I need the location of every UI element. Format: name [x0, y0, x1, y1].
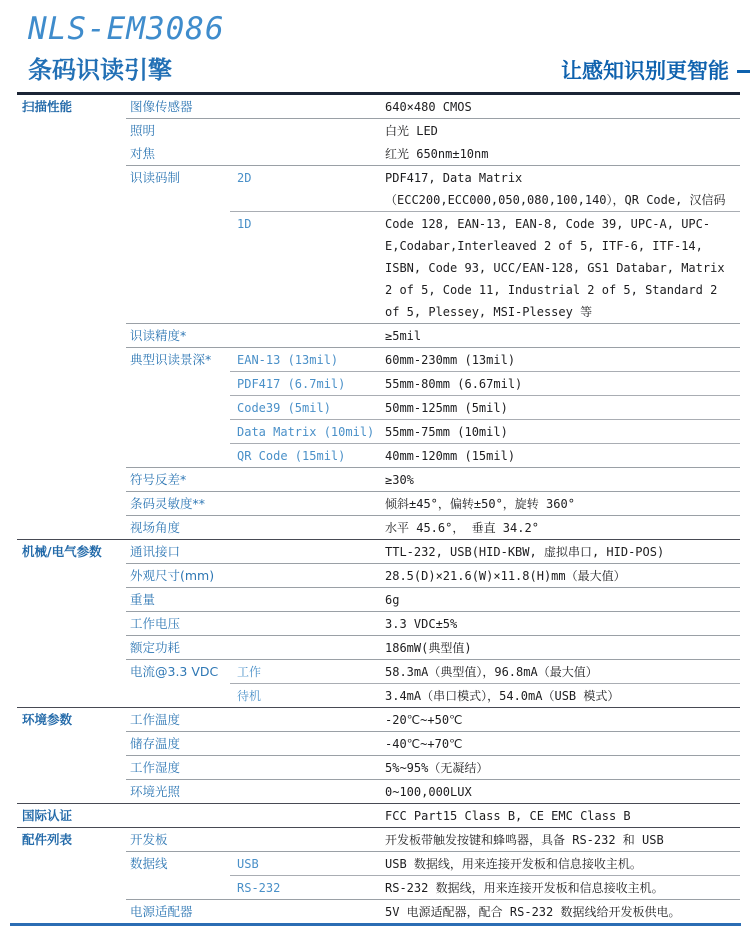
spec-param-row [126, 564, 740, 588]
spec-section [17, 803, 740, 827]
spec-param-label: 电源适配器 [130, 904, 193, 920]
table-row [230, 828, 740, 851]
spec-sub-label: RS-232 [237, 881, 281, 896]
spec-subrows [230, 588, 740, 611]
spec-param-row [126, 636, 740, 660]
table-row [230, 636, 740, 659]
table-row [230, 708, 740, 731]
spec-section-title: 国际认证 [22, 808, 73, 824]
spec-subrows [230, 756, 740, 779]
table-row [230, 348, 740, 371]
spec-section [17, 539, 740, 707]
spec-subrows [230, 492, 740, 515]
spec-value: 3.4mA（串口模式），54.0mA（USB 模式） [385, 689, 620, 704]
table-row [230, 900, 740, 923]
spec-subrows [230, 660, 740, 707]
spec-param-label: 工作电压 [130, 616, 181, 632]
spec-sub-label [230, 95, 385, 118]
tagline-dash [737, 70, 750, 73]
spec-param-label: 工作湿度 [130, 760, 181, 776]
spec-value: RS-232 数据线，用来连接开发板和信息接收主机。 [385, 881, 664, 896]
table-row [230, 371, 740, 395]
table-row [230, 419, 740, 443]
spec-param-label: 符号反差* [130, 472, 187, 488]
table-row [230, 875, 740, 899]
spec-param-row [126, 780, 740, 803]
table-row [230, 95, 740, 118]
spec-value: 28.5(D)×21.6(W)×11.8(H)mm（最大值） [385, 569, 626, 584]
spec-param-row [126, 468, 740, 492]
spec-value: USB 数据线，用来连接开发板和信息接收主机。 [385, 857, 642, 872]
table-row [230, 540, 740, 563]
spec-sub-label [230, 119, 385, 142]
spec-subrows [230, 468, 740, 491]
spec-subrows [230, 540, 740, 563]
table-row [230, 683, 740, 707]
spec-subrows [230, 828, 740, 851]
spec-param-row [126, 142, 740, 166]
spec-param-row [126, 756, 740, 780]
spec-param-label: 通讯接口 [130, 544, 181, 560]
spec-subrows [230, 708, 740, 731]
spec-param-row [126, 732, 740, 756]
spec-sub-label [230, 756, 385, 779]
spec-param-row [126, 540, 740, 564]
spec-param-label: 识读精度* [130, 328, 187, 344]
spec-param-row [126, 348, 740, 468]
spec-subrows [230, 612, 740, 635]
spec-sub-label: 1D [237, 217, 252, 232]
spec-param-row [126, 119, 740, 142]
spec-sub-label [230, 900, 385, 923]
spec-value: 55mm-80mm (6.67mil) [385, 377, 523, 392]
spec-value: ≥30% [385, 473, 414, 488]
spec-param-row [126, 166, 740, 324]
product-model: NLS-EM3086 [28, 11, 225, 47]
spec-sub-label [230, 612, 385, 635]
table-row [230, 804, 740, 827]
spec-sub-label [230, 142, 385, 165]
spec-subrows [230, 564, 740, 587]
table-row [230, 564, 740, 587]
spec-param-label: 数据线 [130, 856, 168, 872]
page-title: 条码识读引擎 [28, 55, 172, 84]
spec-param-label: 重量 [130, 592, 156, 608]
spec-sub-label: EAN-13 (13mil) [237, 353, 339, 368]
spec-value: 5V 电源适配器，配合 RS-232 数据线给开发板供电。 [385, 905, 681, 920]
spec-section-title: 配件列表 [22, 832, 73, 848]
spec-param-label: 工作温度 [130, 712, 181, 728]
spec-param-label: 识读码制 [130, 170, 181, 186]
spec-section-title: 扫描性能 [22, 99, 73, 115]
spec-value: 0~100,000LUX [385, 785, 472, 800]
spec-sub-label [230, 588, 385, 611]
spec-value: 3.3 VDC±5% [385, 617, 458, 632]
spec-value: 水平 45.6°， 垂直 34.2° [385, 521, 539, 536]
spec-sub-label: Code39 (5mil) [237, 401, 331, 416]
spec-param-label: 典型识读景深* [130, 352, 212, 368]
spec-param-label: 电流@3.3 VDC [130, 664, 219, 680]
spec-value: 开发板带触发按键和蜂鸣器，具备 RS-232 和 USB [385, 833, 664, 848]
spec-param-row [126, 612, 740, 636]
spec-param-label: 对焦 [130, 146, 156, 162]
spec-param-row [126, 492, 740, 516]
spec-value: 6g [385, 593, 400, 608]
spec-sub-label [230, 540, 385, 563]
spec-subrows [230, 900, 740, 923]
spec-sub-label [230, 780, 385, 803]
page-header [0, 0, 750, 83]
spec-table [17, 92, 740, 923]
spec-sub-label: QR Code (15mil) [237, 449, 346, 464]
spec-params [126, 828, 740, 923]
spec-section-title: 机械/电气参数 [22, 544, 102, 560]
table-row [230, 211, 740, 323]
spec-value: TTL-232, USB(HID-KBW, 虚拟串口, HID-POS) [385, 545, 665, 560]
spec-param-label: 额定功耗 [130, 640, 181, 656]
spec-subrows [230, 516, 740, 539]
spec-param-label: 图像传感器 [130, 99, 193, 115]
spec-value: 倾斜±45°，偏转±50°，旋转 360° [385, 497, 575, 512]
spec-param-row [126, 588, 740, 612]
spec-params [126, 95, 740, 539]
spec-subrows [230, 732, 740, 755]
spec-value: PDF417, Data Matrix（ECC200,ECC000,050,080,100,140），QR Code, 汉信码 [385, 171, 726, 208]
spec-param-label: 照明 [130, 123, 156, 139]
spec-value: 60mm-230mm (13mil) [385, 353, 516, 368]
table-row [230, 492, 740, 515]
spec-subrows [230, 852, 740, 899]
spec-subrows [230, 119, 740, 142]
spec-section [17, 827, 740, 923]
spec-sub-label [230, 516, 385, 539]
spec-param-label: 开发板 [130, 832, 168, 848]
spec-subrows [230, 166, 740, 323]
table-row [230, 756, 740, 779]
table-row [230, 166, 740, 211]
spec-param-row [126, 708, 740, 732]
spec-section [17, 707, 740, 803]
spec-param-row [126, 324, 740, 348]
spec-param-row [126, 95, 740, 119]
spec-sub-label [230, 324, 385, 347]
spec-value: -20℃~+50℃ [385, 713, 463, 728]
spec-value: 186mW(典型值) [385, 641, 472, 656]
table-row [230, 324, 740, 347]
spec-param-row [126, 804, 740, 827]
spec-param-row [126, 900, 740, 923]
spec-value: Code 128, EAN-13, EAN-8, Code 39, UPC-A, UPC-E,Codabar,Interleaved 2 of 5, ITF-6, ITF-14, ISBN, Code 93, UCC/EAN-128, GS1 Databar, Matrix 2 of 5, Code 11, Industrial 2 of 5, Standard 2 of 5, Plessey, MSI-Plessey 等 [385, 217, 725, 320]
table-row [230, 142, 740, 165]
spec-sub-label [230, 828, 385, 851]
spec-param-label: 视场角度 [130, 520, 181, 536]
spec-value: 58.3mA（典型值），96.8mA（最大值） [385, 665, 598, 680]
spec-sub-label [230, 492, 385, 515]
spec-sub-label [230, 708, 385, 731]
spec-subrows [230, 324, 740, 347]
table-row [230, 443, 740, 467]
table-row [230, 660, 740, 683]
table-row [230, 395, 740, 419]
spec-subrows [230, 780, 740, 803]
table-row [230, 468, 740, 491]
spec-sub-label [230, 804, 385, 827]
spec-sub-label [230, 564, 385, 587]
table-row [230, 516, 740, 539]
spec-params [126, 708, 740, 803]
spec-param-label [126, 804, 230, 827]
table-row [230, 852, 740, 875]
header-row [28, 57, 750, 83]
spec-sub-label: Data Matrix (10mil) [237, 425, 375, 440]
table-row [230, 588, 740, 611]
table-row [230, 732, 740, 755]
spec-param-label: 条码灵敏度** [130, 496, 206, 512]
spec-param-label: 环境光照 [130, 784, 181, 800]
spec-sub-label: 2D [237, 171, 252, 186]
spec-param-label: 储存温度 [130, 736, 181, 752]
spec-value: ≥5mil [385, 329, 422, 344]
table-row [230, 612, 740, 635]
spec-param-row [126, 660, 740, 707]
spec-subrows [230, 348, 740, 467]
spec-sub-label [230, 636, 385, 659]
spec-subrows [230, 804, 740, 827]
spec-sub-label: USB [237, 857, 259, 872]
spec-param-label: 外观尺寸(mm) [130, 568, 215, 584]
spec-subrows [230, 95, 740, 118]
spec-value: 640×480 CMOS [385, 100, 472, 115]
spec-sub-label: PDF417 (6.7mil) [237, 377, 346, 392]
spec-value: 55mm-75mm (10mil) [385, 425, 508, 440]
spec-value: 5%~95%（无凝结） [385, 761, 489, 776]
spec-sub-label [230, 468, 385, 491]
spec-params [126, 804, 740, 827]
spec-value: 50mm-125mm (5mil) [385, 401, 508, 416]
spec-section-title: 环境参数 [22, 712, 73, 728]
spec-value: 红光 650nm±10nm [385, 147, 489, 162]
spec-sub-label: 待机 [237, 689, 262, 704]
tagline-text: 让感知识别更智能 [561, 59, 729, 84]
spec-value: 白光 LED [385, 124, 438, 139]
spec-sub-label: 工作 [237, 665, 262, 680]
spec-params [126, 540, 740, 707]
table-row [230, 780, 740, 803]
spec-value: -40℃~+70℃ [385, 737, 463, 752]
spec-param-row [126, 828, 740, 852]
spec-subrows [230, 636, 740, 659]
table-row [230, 119, 740, 142]
spec-param-row [126, 516, 740, 539]
spec-subrows [230, 142, 740, 165]
spec-param-row [126, 852, 740, 900]
spec-value: 40mm-120mm (15mil) [385, 449, 516, 464]
spec-sub-label [230, 732, 385, 755]
spec-value: FCC Part15 Class B, CE EMC Class B [385, 809, 631, 824]
brand-tagline [561, 60, 750, 83]
spec-section [17, 95, 740, 539]
